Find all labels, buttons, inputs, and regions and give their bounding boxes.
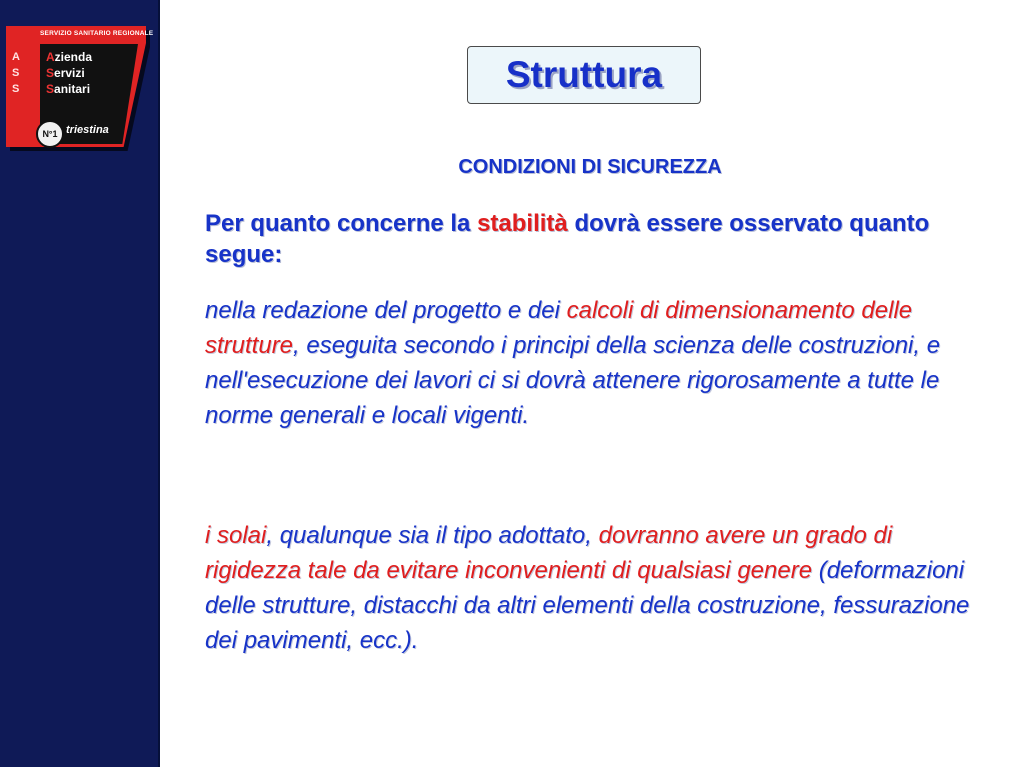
paragraph1-part2: calcoli di dimensionamento delle strutture (205, 297, 913, 359)
logo-word: Sanitari (46, 82, 91, 96)
logo-word: Servizi (46, 66, 85, 80)
logo-letters (12, 49, 26, 97)
intro-before: Per quanto concerne la (205, 210, 478, 237)
intro-text (205, 208, 965, 270)
paragraph-floors (205, 518, 980, 658)
intro-after: dovrà essere osservato quanto segue: (205, 210, 930, 268)
paragraph-stability (205, 293, 980, 433)
ass-logo (6, 26, 154, 150)
paragraph2-part4: (deformazioni delle strutture, distacchi da altri elementi della costruzione, fessurazione dei pavimenti, ecc.). (205, 557, 970, 654)
paragraph2-part1: i solai (205, 522, 267, 549)
logo-letter: S (12, 83, 20, 95)
title-box (467, 46, 701, 104)
logo-letter: S (12, 67, 20, 79)
paragraph1-part1: nella redazione del progetto e dei (205, 297, 567, 324)
logo-top-text: SERVIZIO SANITARIO REGIONALE (40, 30, 154, 37)
logo-badge: N°1 (36, 120, 64, 148)
logo-words (46, 49, 92, 97)
logo-letter: A (12, 51, 20, 63)
paragraph1-part3: , eseguita secondo i principi della scienza delle costruzioni, e nell'esecuzione dei lavori ci si dovrà attenere rigorosamente a tutte le norme generali e locali vigenti. (205, 332, 941, 429)
sidebar-panel (0, 0, 160, 767)
paragraph2-part3: dovranno avere un grado di rigidezza tale da evitare inconvenienti di qualsiasi genere (205, 522, 893, 584)
intro-highlight: stabilità (477, 210, 568, 237)
logo-city: triestina (66, 124, 109, 136)
section-heading: CONDIZIONI DI SICUREZZA (458, 156, 722, 178)
slide-title: Struttura (505, 54, 663, 95)
logo-word: Azienda (46, 50, 93, 64)
paragraph2-part2: , qualunque sia il tipo adottato, (266, 522, 599, 549)
